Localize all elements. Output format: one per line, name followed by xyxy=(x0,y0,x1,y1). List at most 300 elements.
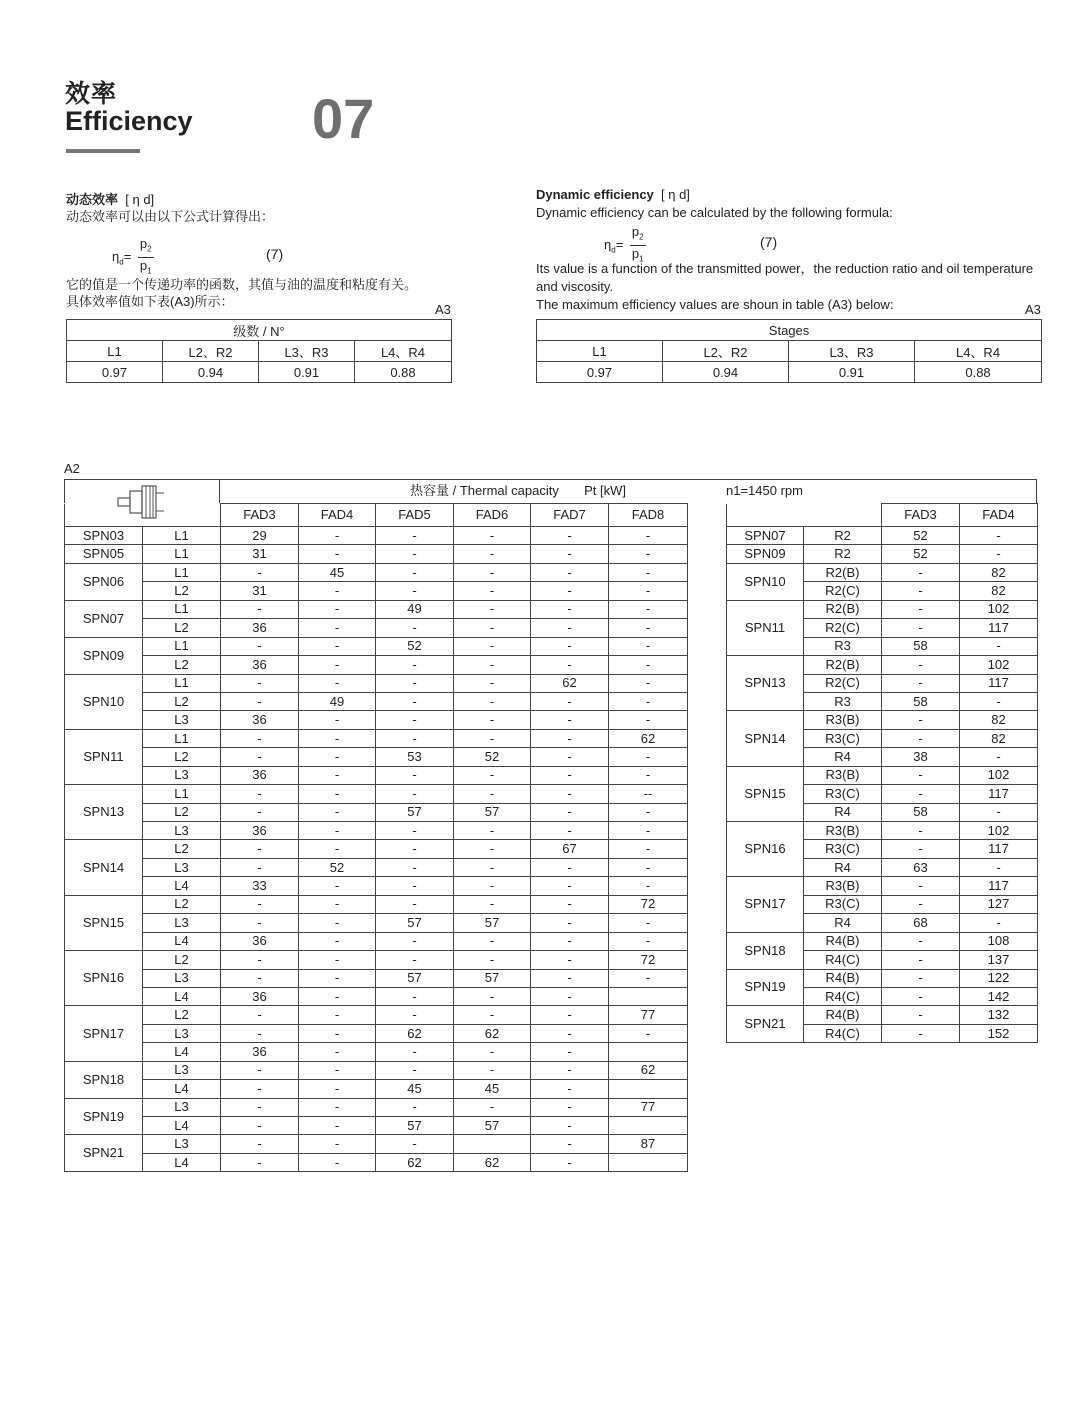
table-row xyxy=(65,1043,688,1061)
capacity-cell: - xyxy=(882,877,960,895)
capacity-cell: - xyxy=(299,582,376,600)
capacity-cell: 36 xyxy=(221,987,299,1005)
capacity-cell: - xyxy=(376,656,454,674)
capacity-cell: - xyxy=(299,637,376,655)
stage-cell: R4(B) xyxy=(804,969,882,987)
capacity-cell: - xyxy=(531,858,609,876)
right-heading-text: Dynamic efficiency xyxy=(536,187,654,202)
page-title-cn: 效率 xyxy=(65,80,118,108)
capacity-cell: - xyxy=(882,656,960,674)
capacity-cell: - xyxy=(221,1006,299,1024)
capacity-cell: 57 xyxy=(376,969,454,987)
capacity-cell: 62 xyxy=(609,729,688,747)
capacity-cell: 87 xyxy=(609,1135,688,1153)
capacity-cell: 102 xyxy=(960,600,1038,618)
capacity-cell: - xyxy=(609,619,688,637)
right-heading-symbol: [ η d] xyxy=(661,187,690,202)
model-cell: SPN09 xyxy=(65,637,143,674)
table-row xyxy=(65,822,688,840)
capacity-cell: 72 xyxy=(609,951,688,969)
stage-cell: R4(B) xyxy=(804,932,882,950)
capacity-cell: - xyxy=(299,969,376,987)
model-cell: SPN13 xyxy=(65,785,143,840)
capacity-cell: 29 xyxy=(221,527,299,545)
capacity-cell: - xyxy=(454,600,531,618)
capacity-cell: - xyxy=(376,877,454,895)
table-row xyxy=(65,1153,688,1171)
left-efficiency-value: 0.88 xyxy=(355,362,452,383)
model-cell: SPN19 xyxy=(65,1098,143,1135)
capacity-cell: - xyxy=(882,987,960,1005)
a2-title xyxy=(410,482,626,500)
capacity-cell: - xyxy=(221,1117,299,1135)
capacity-cell: - xyxy=(531,1135,609,1153)
stage-cell: R3(C) xyxy=(804,785,882,803)
capacity-cell: 62 xyxy=(454,1024,531,1042)
table-row xyxy=(65,932,688,950)
table-row xyxy=(65,895,688,913)
left-heading-symbol: [ η d] xyxy=(125,192,155,207)
a2-title-divider xyxy=(219,479,220,503)
right-efficiency-value: 0.97 xyxy=(537,362,663,383)
right-efficiency-heading xyxy=(536,186,690,204)
capacity-cell: - xyxy=(531,619,609,637)
capacity-cell: 62 xyxy=(376,1024,454,1042)
capacity-cell xyxy=(609,1080,688,1098)
a2-title-cn: 热容量 xyxy=(410,483,450,498)
capacity-cell: - xyxy=(454,1098,531,1116)
capacity-cell: - xyxy=(221,729,299,747)
capacity-cell: - xyxy=(299,1080,376,1098)
stage-cell: L3 xyxy=(143,711,221,729)
stage-cell: R4 xyxy=(804,803,882,821)
capacity-cell: - xyxy=(531,1043,609,1061)
table-row xyxy=(65,1024,688,1042)
stage-cell: L3 xyxy=(143,1098,221,1116)
capacity-cell xyxy=(609,1153,688,1171)
table-row xyxy=(65,748,688,766)
capacity-cell: - xyxy=(609,1024,688,1042)
table-row xyxy=(65,969,688,987)
capacity-cell xyxy=(609,987,688,1005)
stage-cell: L3 xyxy=(143,1061,221,1079)
capacity-cell: - xyxy=(960,914,1038,932)
capacity-cell: 117 xyxy=(960,674,1038,692)
capacity-cell: - xyxy=(609,563,688,581)
capacity-cell: 38 xyxy=(882,748,960,766)
capacity-cell: - xyxy=(221,1024,299,1042)
capacity-cell: - xyxy=(882,932,960,950)
capacity-cell: 127 xyxy=(960,895,1038,913)
left-intro: 动态效率可以由以下公式计算得出： xyxy=(66,209,275,224)
right-col-header: L4、R4 xyxy=(915,341,1042,362)
left-heading-text: 动态效率 xyxy=(66,192,119,207)
a2-right-header-row xyxy=(727,504,1038,527)
capacity-cell: - xyxy=(454,840,531,858)
a2-left-corner-cell xyxy=(65,504,221,527)
capacity-cell: - xyxy=(531,748,609,766)
capacity-cell: 45 xyxy=(376,1080,454,1098)
a2-title-en: / Thermal capacity xyxy=(452,483,559,498)
a2-left-header-row xyxy=(65,504,688,527)
capacity-cell: - xyxy=(531,656,609,674)
section-number: 07 xyxy=(312,87,375,150)
capacity-cell: - xyxy=(376,1006,454,1024)
a2-right-corner-cell xyxy=(727,504,882,527)
table-row xyxy=(65,914,688,932)
capacity-cell: - xyxy=(299,914,376,932)
capacity-cell: - xyxy=(221,1098,299,1116)
capacity-cell: - xyxy=(221,1135,299,1153)
capacity-cell: 82 xyxy=(960,582,1038,600)
right-description-1: Its value is a function of the transmitted power，the reduction ratio and oil temperature xyxy=(536,261,1034,276)
stage-cell: L4 xyxy=(143,1153,221,1171)
capacity-cell: 142 xyxy=(960,987,1038,1005)
table-row xyxy=(65,840,688,858)
table-row xyxy=(727,711,1038,729)
capacity-cell: - xyxy=(299,987,376,1005)
capacity-cell: - xyxy=(609,858,688,876)
table-row xyxy=(727,766,1038,784)
capacity-cell: - xyxy=(376,785,454,803)
right-efficiency-value: 0.88 xyxy=(915,362,1042,383)
capacity-cell: - xyxy=(454,545,531,563)
capacity-cell: 58 xyxy=(882,692,960,710)
capacity-cell: - xyxy=(609,692,688,710)
capacity-cell: 132 xyxy=(960,1006,1038,1024)
table-row xyxy=(65,1061,688,1079)
stage-cell: L1 xyxy=(143,600,221,618)
right-formula-denominator: $p_1$ xyxy=(631,245,644,264)
stage-cell: L4 xyxy=(143,1117,221,1135)
model-cell: SPN15 xyxy=(727,766,804,821)
table-row xyxy=(727,656,1038,674)
capacity-cell: - xyxy=(531,545,609,563)
model-cell: SPN06 xyxy=(65,563,143,600)
table-row xyxy=(65,563,688,581)
table-row xyxy=(65,987,688,1005)
stage-cell: R2(C) xyxy=(804,582,882,600)
capacity-cell: - xyxy=(531,692,609,710)
capacity-cell: - xyxy=(882,674,960,692)
capacity-cell: - xyxy=(609,637,688,655)
model-cell: SPN18 xyxy=(65,1061,143,1098)
capacity-cell: - xyxy=(454,766,531,784)
capacity-cell: - xyxy=(376,987,454,1005)
capacity-cell: - xyxy=(221,858,299,876)
capacity-cell: - xyxy=(221,1153,299,1171)
table-row xyxy=(65,858,688,876)
capacity-cell: - xyxy=(221,674,299,692)
right-efficiency-value: 0.91 xyxy=(789,362,915,383)
capacity-cell: 62 xyxy=(531,674,609,692)
stage-cell: L3 xyxy=(143,1135,221,1153)
capacity-cell: - xyxy=(454,674,531,692)
capacity-cell: 36 xyxy=(221,1043,299,1061)
capacity-cell: - xyxy=(376,858,454,876)
left-formula-denominator: $p_1$ xyxy=(139,257,152,276)
capacity-cell: - xyxy=(960,692,1038,710)
stage-cell: R3 xyxy=(804,692,882,710)
table-row xyxy=(727,600,1038,618)
stage-cell: L2 xyxy=(143,840,221,858)
right-description-3: The maximum efficiency values are shoun in table (A3) below: xyxy=(536,297,894,312)
stage-cell: R4(C) xyxy=(804,951,882,969)
stage-cell: R4(C) xyxy=(804,987,882,1005)
capacity-cell: 117 xyxy=(960,619,1038,637)
thermal-capacity-table-right xyxy=(726,503,1038,1043)
stage-cell: R4 xyxy=(804,914,882,932)
capacity-cell: - xyxy=(531,1006,609,1024)
capacity-cell: - xyxy=(531,1080,609,1098)
a2-column-header: FAD8 xyxy=(609,504,688,527)
capacity-cell: - xyxy=(882,840,960,858)
capacity-cell: 31 xyxy=(221,545,299,563)
capacity-cell: 82 xyxy=(960,711,1038,729)
capacity-cell: - xyxy=(960,527,1038,545)
model-cell: SPN13 xyxy=(727,656,804,711)
capacity-cell: - xyxy=(531,766,609,784)
capacity-cell: 152 xyxy=(960,1024,1038,1042)
capacity-cell: - xyxy=(376,711,454,729)
right-efficiency-table xyxy=(536,319,1042,383)
capacity-cell: - xyxy=(454,987,531,1005)
capacity-cell: - xyxy=(221,1061,299,1079)
capacity-cell: - xyxy=(882,600,960,618)
stage-cell: L1 xyxy=(143,785,221,803)
capacity-cell: - xyxy=(221,969,299,987)
capacity-cell: - xyxy=(531,1061,609,1079)
stage-cell: L1 xyxy=(143,563,221,581)
stage-cell: L3 xyxy=(143,822,221,840)
capacity-cell: - xyxy=(221,563,299,581)
table-row xyxy=(65,1135,688,1153)
capacity-cell: - xyxy=(454,711,531,729)
capacity-cell: - xyxy=(299,1043,376,1061)
capacity-cell: - xyxy=(454,1006,531,1024)
right-col-header: L1 xyxy=(537,341,663,362)
stage-cell: L4 xyxy=(143,1080,221,1098)
capacity-cell: - xyxy=(454,858,531,876)
capacity-cell: 77 xyxy=(609,1098,688,1116)
table-row xyxy=(65,951,688,969)
model-cell: SPN09 xyxy=(727,545,804,563)
capacity-cell: - xyxy=(531,600,609,618)
capacity-cell: - xyxy=(531,1117,609,1135)
a2-column-header: FAD3 xyxy=(221,504,299,527)
a2-unit: Pt [kW] xyxy=(584,483,627,498)
capacity-cell: - xyxy=(609,932,688,950)
capacity-cell: 36 xyxy=(221,932,299,950)
capacity-cell: - xyxy=(531,1098,609,1116)
capacity-cell: 58 xyxy=(882,803,960,821)
capacity-cell: 108 xyxy=(960,932,1038,950)
capacity-cell: - xyxy=(882,619,960,637)
model-cell: SPN17 xyxy=(727,877,804,932)
stage-cell: R4(B) xyxy=(804,1006,882,1024)
capacity-cell: - xyxy=(531,729,609,747)
left-col-header: L3、R3 xyxy=(259,341,355,362)
stage-cell: L4 xyxy=(143,932,221,950)
right-col-header: L2、R2 xyxy=(663,341,789,362)
stage-cell: R3(C) xyxy=(804,840,882,858)
capacity-cell: - xyxy=(609,822,688,840)
capacity-cell: - xyxy=(531,951,609,969)
table-row xyxy=(65,656,688,674)
left-efficiency-heading xyxy=(66,191,154,209)
stage-cell: R3(C) xyxy=(804,729,882,747)
capacity-cell: - xyxy=(531,563,609,581)
table-row xyxy=(65,582,688,600)
stage-cell: L4 xyxy=(143,1043,221,1061)
table-row xyxy=(65,1006,688,1024)
model-cell: SPN18 xyxy=(727,932,804,969)
capacity-cell: - xyxy=(376,1098,454,1116)
capacity-cell: - xyxy=(882,895,960,913)
capacity-cell: - xyxy=(609,914,688,932)
table-row xyxy=(65,1098,688,1116)
model-cell: SPN21 xyxy=(65,1135,143,1172)
capacity-cell: - xyxy=(882,785,960,803)
left-efficiency-table xyxy=(66,319,452,383)
stage-cell: R2 xyxy=(804,527,882,545)
capacity-cell: - xyxy=(299,656,376,674)
stage-cell: R2(B) xyxy=(804,600,882,618)
capacity-cell: - xyxy=(531,969,609,987)
capacity-cell: - xyxy=(221,1080,299,1098)
stage-cell: L3 xyxy=(143,766,221,784)
table-row xyxy=(65,674,688,692)
capacity-cell: - xyxy=(609,766,688,784)
capacity-cell: - xyxy=(376,951,454,969)
capacity-cell: - xyxy=(299,1006,376,1024)
model-cell: SPN07 xyxy=(65,600,143,637)
table-row xyxy=(727,932,1038,950)
capacity-cell: - xyxy=(960,637,1038,655)
stage-cell: R2(C) xyxy=(804,674,882,692)
capacity-cell: - xyxy=(376,729,454,747)
capacity-cell: - xyxy=(609,656,688,674)
stage-cell: L2 xyxy=(143,951,221,969)
capacity-cell: - xyxy=(221,748,299,766)
capacity-cell: - xyxy=(299,785,376,803)
capacity-cell: - xyxy=(376,527,454,545)
table-row xyxy=(65,1117,688,1135)
capacity-cell: 36 xyxy=(221,656,299,674)
stage-cell: L2 xyxy=(143,582,221,600)
right-table-header: Stages xyxy=(537,320,1042,341)
table-row xyxy=(65,600,688,618)
left-formula-fraction xyxy=(138,236,154,278)
capacity-cell: 67 xyxy=(531,840,609,858)
capacity-cell: - xyxy=(454,656,531,674)
capacity-cell: - xyxy=(299,600,376,618)
stage-cell: R3 xyxy=(804,637,882,655)
capacity-cell: - xyxy=(609,748,688,766)
right-efficiency-value: 0.94 xyxy=(663,362,789,383)
stage-cell: R2 xyxy=(804,545,882,563)
capacity-cell: - xyxy=(221,840,299,858)
capacity-cell: - xyxy=(609,600,688,618)
capacity-cell: - xyxy=(454,619,531,637)
left-col-header: L2、R2 xyxy=(163,341,259,362)
capacity-cell: 122 xyxy=(960,969,1038,987)
capacity-cell: - xyxy=(454,951,531,969)
capacity-cell: - xyxy=(376,692,454,710)
stage-cell: L3 xyxy=(143,858,221,876)
capacity-cell: 102 xyxy=(960,822,1038,840)
capacity-cell: - xyxy=(454,877,531,895)
stage-cell: L4 xyxy=(143,987,221,1005)
left-formula-number: (7) xyxy=(266,246,284,262)
capacity-cell: - xyxy=(299,1061,376,1079)
model-cell: SPN17 xyxy=(65,1006,143,1061)
capacity-cell: - xyxy=(376,895,454,913)
capacity-cell: 102 xyxy=(960,656,1038,674)
title-underline xyxy=(66,149,140,153)
capacity-cell: - xyxy=(454,527,531,545)
capacity-cell: 57 xyxy=(376,1117,454,1135)
capacity-cell: - xyxy=(609,803,688,821)
capacity-cell: - xyxy=(882,766,960,784)
model-cell: SPN07 xyxy=(727,527,804,545)
capacity-cell: 57 xyxy=(454,914,531,932)
capacity-cell: - xyxy=(221,637,299,655)
stage-cell: R2(B) xyxy=(804,563,882,581)
capacity-cell: - xyxy=(376,563,454,581)
capacity-cell: - xyxy=(609,711,688,729)
capacity-cell: 58 xyxy=(882,637,960,655)
right-description-2: and viscosity. xyxy=(536,279,614,294)
capacity-cell: - xyxy=(960,545,1038,563)
stage-cell: R3(B) xyxy=(804,822,882,840)
stage-cell: R2(C) xyxy=(804,619,882,637)
table-row xyxy=(65,785,688,803)
left-col-header: L1 xyxy=(67,341,163,362)
model-cell: SPN11 xyxy=(65,729,143,784)
capacity-cell: 57 xyxy=(454,1117,531,1135)
capacity-cell: - xyxy=(454,582,531,600)
capacity-cell xyxy=(609,1043,688,1061)
stage-cell: L3 xyxy=(143,914,221,932)
capacity-cell: - xyxy=(376,840,454,858)
stage-cell: R3(B) xyxy=(804,877,882,895)
capacity-cell: - xyxy=(221,692,299,710)
capacity-cell: - xyxy=(299,932,376,950)
model-cell: SPN14 xyxy=(727,711,804,766)
capacity-cell: - xyxy=(531,803,609,821)
capacity-cell: 137 xyxy=(960,951,1038,969)
stage-cell: L2 xyxy=(143,1006,221,1024)
capacity-cell: - xyxy=(531,932,609,950)
a2-column-header: FAD3 xyxy=(882,504,960,527)
stage-cell: L2 xyxy=(143,895,221,913)
capacity-cell: - xyxy=(531,914,609,932)
capacity-cell: 62 xyxy=(454,1153,531,1171)
stage-cell: R4 xyxy=(804,748,882,766)
a2-column-header: FAD6 xyxy=(454,504,531,527)
capacity-cell: 52 xyxy=(376,637,454,655)
capacity-cell: 36 xyxy=(221,766,299,784)
model-cell: SPN21 xyxy=(727,1006,804,1043)
capacity-cell: 72 xyxy=(609,895,688,913)
a2-column-header: FAD7 xyxy=(531,504,609,527)
capacity-cell: - xyxy=(882,582,960,600)
stage-cell: R3(C) xyxy=(804,895,882,913)
capacity-cell: - xyxy=(609,969,688,987)
capacity-cell: - xyxy=(299,840,376,858)
capacity-cell: - xyxy=(882,729,960,747)
